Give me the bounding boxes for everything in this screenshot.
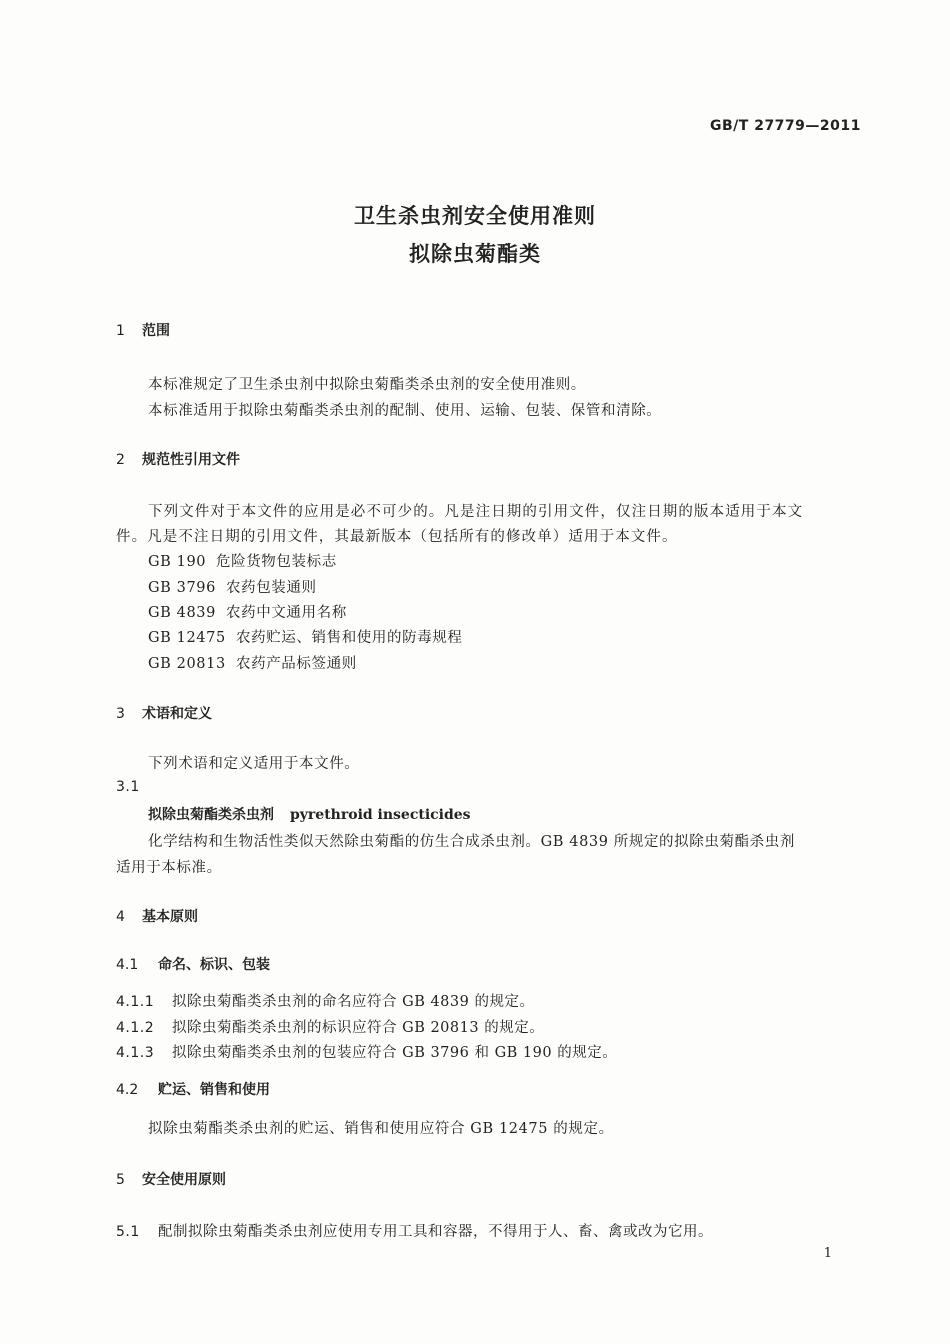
clause-number-text: 4.1.3 <box>116 1045 155 1061</box>
clause-number-text: 3.1 <box>116 779 140 795</box>
section-title: 规范性引用文件 <box>142 452 240 468</box>
section-number: 5 <box>116 1172 125 1188</box>
section-number: 3 <box>116 706 125 722</box>
definition: 适用于本标准。 <box>116 860 222 876</box>
clause-number <box>116 779 140 795</box>
reference-item <box>148 550 337 571</box>
section-3-heading <box>116 703 212 723</box>
document-title: 卫生杀虫剂安全使用准则 <box>354 204 596 228</box>
paragraph: 拟除虫菊酯类杀虫剂的贮运、销售和使用应符合 GB 12475 的规定。 <box>148 1121 614 1137</box>
reference-item <box>148 626 463 647</box>
term-chinese: 拟除虫菊酯类杀虫剂 <box>148 807 274 823</box>
subsection-number: 4.1 <box>116 957 139 973</box>
page-number: 1 <box>823 1246 832 1261</box>
clause-text: 拟除虫菊酯类杀虫剂的命名应符合 GB 4839 的规定。 <box>172 994 535 1010</box>
section-1-heading <box>116 320 170 340</box>
reference-code: GB 190 <box>148 554 207 570</box>
subsection-title: 命名、标识、包装 <box>158 957 270 973</box>
section-title: 范围 <box>142 323 170 339</box>
paragraph: 下列术语和定义适用于本文件。 <box>148 756 360 772</box>
clause-item <box>116 1220 713 1241</box>
term-entry <box>148 804 471 824</box>
section-number: 1 <box>116 323 125 339</box>
reference-item <box>148 601 347 622</box>
subsection-4-1-heading <box>116 954 270 974</box>
subsection-4-2-heading <box>116 1079 270 1099</box>
reference-code: GB 4839 <box>148 605 216 621</box>
document-subtitle: 拟除虫菊酯类 <box>409 242 541 266</box>
section-4-heading <box>116 906 198 926</box>
clause-item <box>116 990 534 1011</box>
standard-number: GB/T 27779—2011 <box>710 118 861 134</box>
term-english: pyrethroid insecticides <box>290 807 471 823</box>
clause-text: 拟除虫菊酯类杀虫剂的包装应符合 GB 3796 和 GB 190 的规定。 <box>172 1045 618 1061</box>
section-5-heading <box>116 1169 226 1189</box>
section-title: 安全使用原则 <box>142 1172 226 1188</box>
paragraph: 本标准适用于拟除虫菊酯类杀虫剂的配制、使用、运输、包装、保管和清除。 <box>148 403 662 419</box>
reference-title: 农药包装通则 <box>226 580 317 596</box>
clause-number-text: 4.1.1 <box>116 994 155 1010</box>
paragraph: 件。凡是不注日期的引用文件，其最新版本（包括所有的修改单）适用于本文件。 <box>116 529 678 545</box>
paragraph: 本标准规定了卫生杀虫剂中拟除虫菊酯类杀虫剂的安全使用准则。 <box>148 377 586 393</box>
reference-title: 农药中文通用名称 <box>226 605 347 621</box>
clause-text: 拟除虫菊酯类杀虫剂的标识应符合 GB 20813 的规定。 <box>172 1020 545 1036</box>
reference-code: GB 3796 <box>148 580 216 596</box>
reference-title: 危险货物包装标志 <box>216 554 337 570</box>
reference-code: GB 12475 <box>148 630 226 646</box>
section-title: 基本原则 <box>142 909 198 925</box>
reference-title: 农药贮运、销售和使用的防毒规程 <box>236 630 463 646</box>
clause-number-text: 5.1 <box>116 1224 140 1240</box>
clause-item <box>116 1041 617 1062</box>
subsection-title: 贮运、销售和使用 <box>158 1082 270 1098</box>
clause-item <box>116 1016 544 1037</box>
section-number: 2 <box>116 452 125 468</box>
subsection-number: 4.2 <box>116 1082 139 1098</box>
clause-text: 配制拟除虫菊酯类杀虫剂应使用专用工具和容器，不得用于人、畜、禽或改为它用。 <box>158 1224 713 1240</box>
reference-code: GB 20813 <box>148 656 226 672</box>
section-2-heading <box>116 449 240 469</box>
definition: 化学结构和生物活性类似天然除虫菊酯的仿生合成杀虫剂。GB 4839 所规定的拟除虫菊酯杀虫剂 <box>148 834 795 850</box>
reference-item <box>148 576 317 597</box>
reference-item <box>148 652 357 673</box>
section-title: 术语和定义 <box>142 706 212 722</box>
reference-title: 农药产品标签通则 <box>236 656 357 672</box>
section-number: 4 <box>116 909 125 925</box>
clause-number-text: 4.1.2 <box>116 1020 155 1036</box>
paragraph: 下列文件对于本文件的应用是必不可少的。凡是注日期的引用文件，仅注日期的版本适用于本文 <box>148 504 804 520</box>
